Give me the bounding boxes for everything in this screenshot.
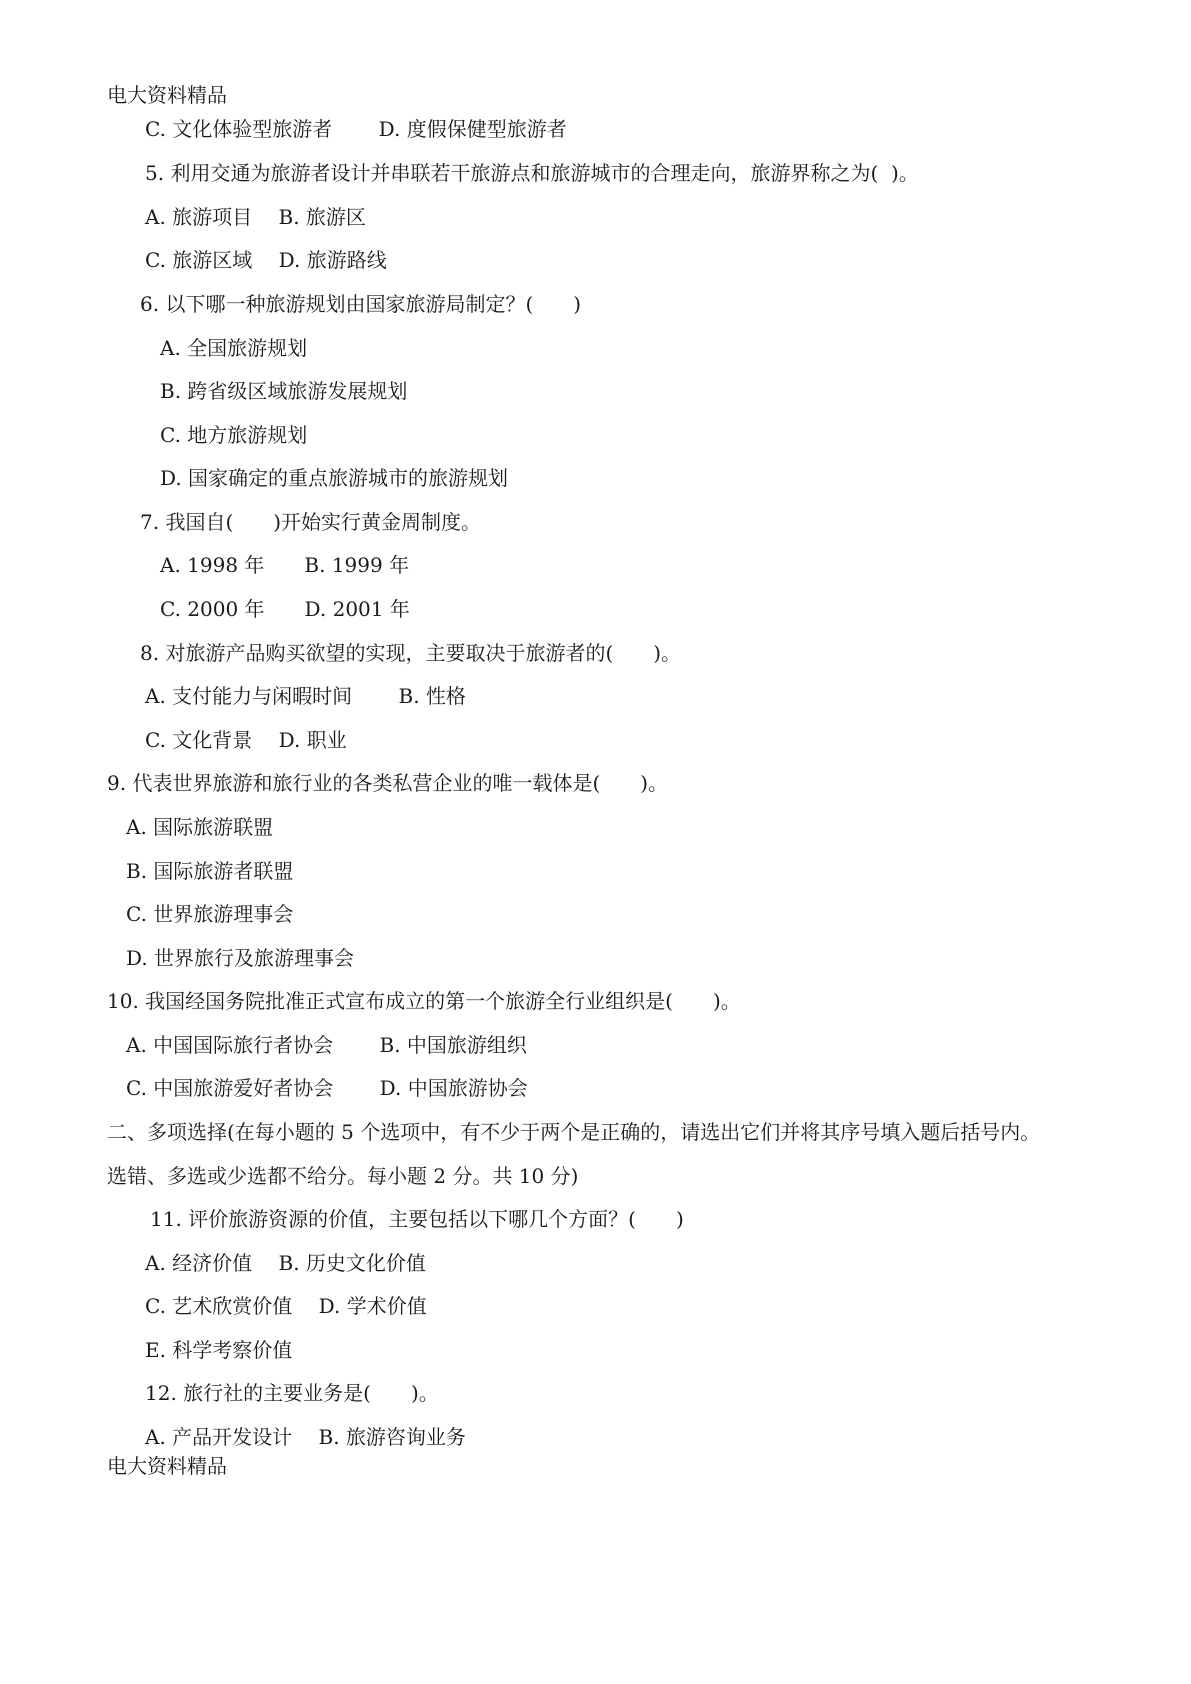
question-5: 5. 利用交通为旅游者设计并串联若干旅游点和旅游城市的合理走向，旅游界称之为( )。 [145,161,919,185]
section-heading: 二、多项选择(在每小题的 5 个选项中，有不少于两个是正确的，请选出它们并将其序号填入题后括号内。 [107,1120,1041,1144]
option-line: A. 1998 年 B. 1999 年 [160,553,410,577]
option-line: A. 中国国际旅行者协会 B. 中国旅游组织 [126,1033,527,1057]
page-footer: 电大资料精品 [107,1454,227,1478]
question-7: 7. 我国自( )开始实行黄金周制度。 [140,510,482,534]
question-9: 9. 代表世界旅游和旅行业的各类私营企业的唯一载体是( )。 [107,771,669,795]
question-6: 6. 以下哪一种旅游规划由国家旅游局制定？( ) [140,292,582,316]
option-line: A. 国际旅游联盟 [126,815,274,839]
option-line: A. 全国旅游规划 [160,336,308,360]
option-line: A. 支付能力与闲暇时间 B. 性格 [145,684,466,708]
question-8: 8. 对旅游产品购买欲望的实现，主要取决于旅游者的( )。 [140,641,682,665]
question-11: 11. 评价旅游资源的价值，主要包括以下哪几个方面？( ) [150,1207,684,1231]
option-line: A. 旅游项目 B. 旅游区 [145,205,366,229]
option-line: C. 2000 年 D. 2001 年 [160,597,410,621]
option-line: E. 科学考察价值 [145,1338,293,1362]
option-line: C. 中国旅游爱好者协会 D. 中国旅游协会 [126,1076,528,1100]
option-line: C. 文化背景 D. 职业 [145,728,347,752]
option-line: B. 国际旅游者联盟 [126,859,294,883]
option-line: C. 世界旅游理事会 [126,902,294,926]
option-line: A. 产品开发设计 B. 旅游咨询业务 [145,1425,466,1449]
option-line: D. 国家确定的重点旅游城市的旅游规划 [160,466,509,490]
question-10: 10. 我国经国务院批准正式宣布成立的第一个旅游全行业组织是( )。 [107,989,741,1013]
option-line: C. 文化体验型旅游者 D. 度假保健型旅游者 [145,117,567,141]
page-header: 电大资料精品 [107,83,227,107]
option-line: D. 世界旅行及旅游理事会 [126,946,355,970]
option-line: B. 跨省级区域旅游发展规划 [160,379,408,403]
section-heading-cont: 选错、多选或少选都不给分。每小题 2 分。共 10 分) [107,1164,579,1188]
option-line: A. 经济价值 B. 历史文化价值 [145,1251,426,1275]
question-12: 12. 旅行社的主要业务是( )。 [145,1381,439,1405]
option-line: C. 地方旅游规划 [160,423,308,447]
option-line: C. 旅游区域 D. 旅游路线 [145,248,387,272]
option-line: C. 艺术欣赏价值 D. 学术价值 [145,1294,427,1318]
